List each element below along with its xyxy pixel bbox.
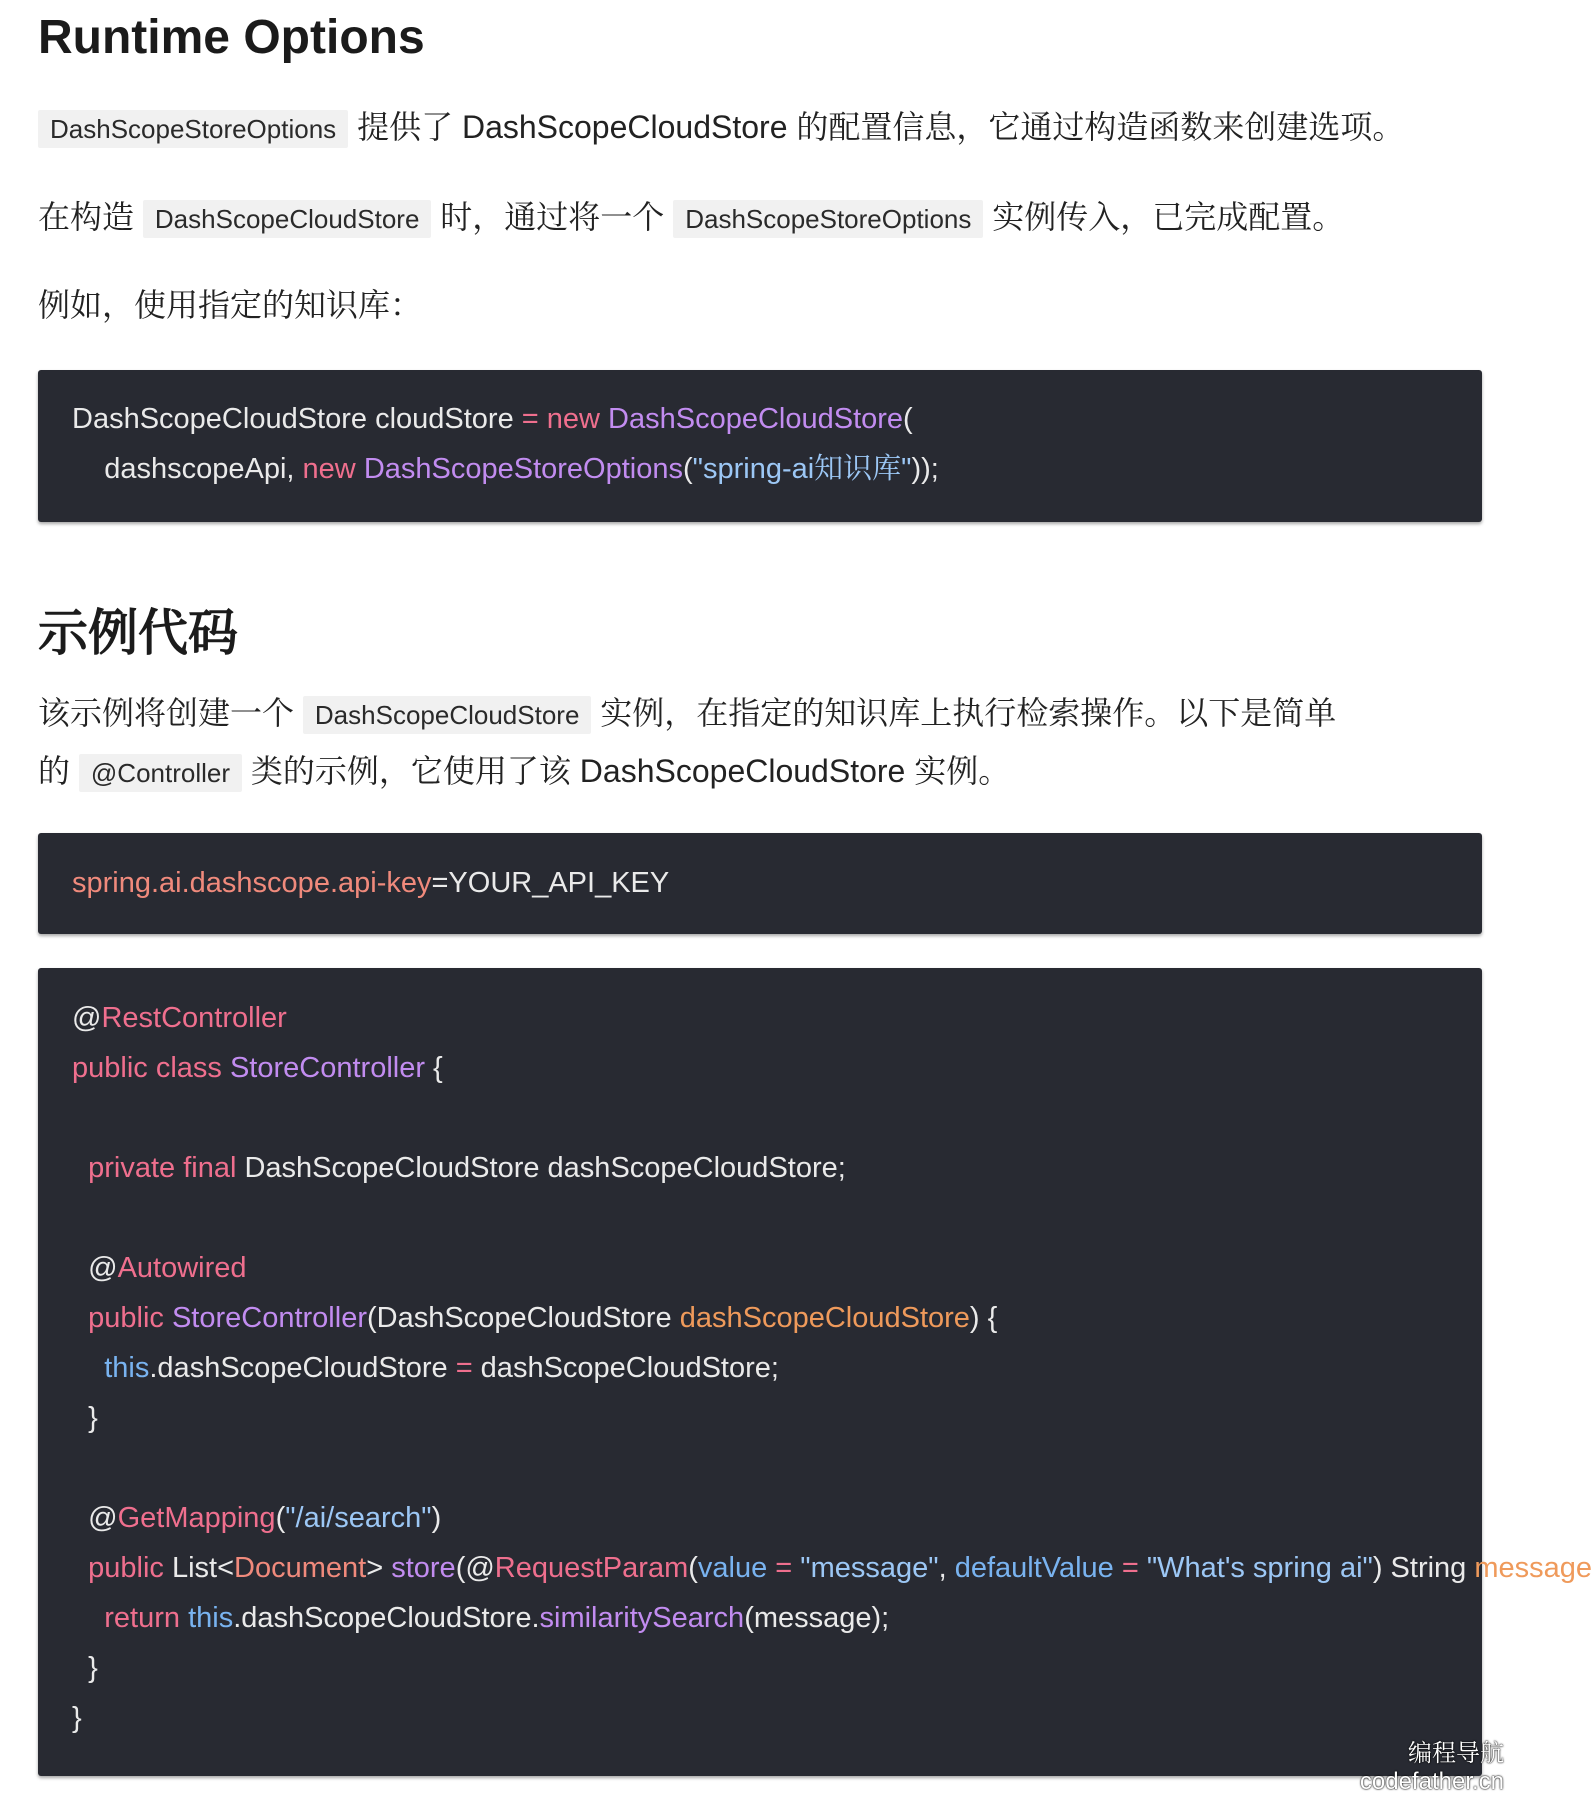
paragraph-example-lead: 例如，使用指定的知识库： xyxy=(38,287,423,323)
paragraph-text: 类的示例，它使用了该 DashScopeCloudStore 实例。 xyxy=(242,753,1011,789)
paragraph-text: 该示例将创建一个 xyxy=(38,695,303,731)
watermark-line: 编程导航 xyxy=(1408,1740,1504,1767)
paragraph-text: 实例传入，已完成配置。 xyxy=(983,199,1345,235)
inline-code: DashScopeStoreOptions xyxy=(673,200,983,238)
paragraph-options-intro xyxy=(38,98,1404,158)
code-line: } xyxy=(88,1652,98,1684)
inline-code: DashScopeStoreOptions xyxy=(38,110,348,148)
code-line: this.dashScopeCloudStore = dashScopeCloudStore; xyxy=(104,1352,779,1384)
code-line: } xyxy=(72,1702,82,1734)
watermark-line: codefather.cn xyxy=(1359,1768,1504,1795)
code-block-cloudstore-init[interactable] xyxy=(38,370,1482,522)
paragraph-text: 提供了 DashScopeCloudStore 的配置信息，它通过构造函数来创建选项。 xyxy=(348,109,1405,145)
paragraph-text: 的 xyxy=(38,753,79,789)
code-line: @RestController xyxy=(72,1002,287,1034)
paragraph-text: 在构造 xyxy=(38,199,143,235)
code-line: DashScopeCloudStore cloudStore = new DashScopeCloudStore( xyxy=(72,403,913,435)
section-title-example-code: 示例代码 xyxy=(38,605,238,661)
code-line: return this.dashScopeCloudStore.similaritySearch(message); xyxy=(104,1602,890,1634)
code-line-blank xyxy=(38,1093,1482,1143)
code-line: } xyxy=(88,1402,98,1434)
code-line: public StoreController(DashScopeCloudStore dashScopeCloudStore) { xyxy=(88,1302,998,1334)
code-line: @GetMapping("/ai/search") xyxy=(88,1502,442,1534)
paragraph-text: 实例，在指定的知识库上执行检索操作。以下是简单 xyxy=(591,695,1337,731)
code-line-blank xyxy=(38,1443,1482,1493)
inline-code: DashScopeCloudStore xyxy=(303,696,592,734)
section-title-runtime-options: Runtime Options xyxy=(38,11,425,64)
code-line: private final DashScopeCloudStore dashScopeCloudStore; xyxy=(88,1152,846,1184)
inline-code: DashScopeCloudStore xyxy=(143,200,432,238)
code-line: public List<Document> store(@RequestParam(value = "message", defaultValue = "What's spring ai") String message xyxy=(88,1552,1592,1584)
code-line: spring.ai.dashscope.api-key=YOUR_API_KEY xyxy=(72,867,670,899)
paragraph-text: 时，通过将一个 xyxy=(431,199,674,235)
code-line: @Autowired xyxy=(88,1252,247,1284)
paragraph-example-desc-cont xyxy=(38,742,1010,802)
paragraph-options-usage xyxy=(38,188,1344,248)
code-line: dashscopeApi, new DashScopeStoreOptions("spring-ai知识库")); xyxy=(104,453,939,485)
paragraph-example-desc xyxy=(38,684,1336,744)
code-line: public class StoreController { xyxy=(72,1052,443,1084)
watermark xyxy=(1360,1740,1504,1796)
code-line-blank xyxy=(38,1193,1482,1243)
code-block-controller[interactable] xyxy=(38,968,1592,1776)
code-block-properties[interactable] xyxy=(38,833,1482,934)
inline-code: @Controller xyxy=(79,754,242,792)
